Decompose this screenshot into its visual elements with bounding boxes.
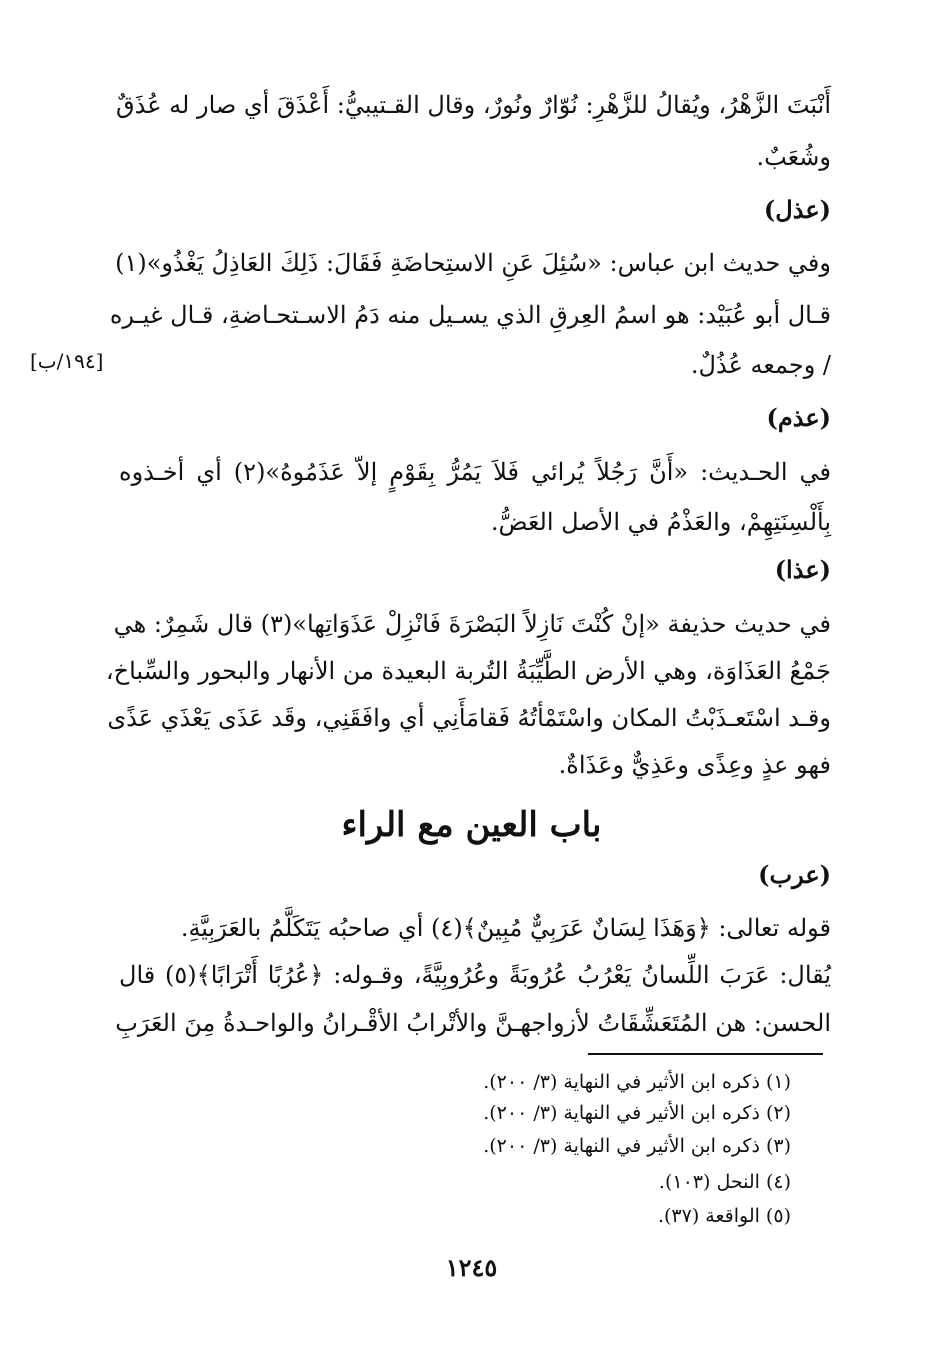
- text-line: في الحـديث: «أَنَّ رَجُلاً يُرائي فَلاَ يَمُرُّ بِقَوْمٍ إلاّ عَذَمُوهُ»(٢) أي أخـذوه: [119, 458, 831, 486]
- text-line: بِأَلْسِنَتِهِمْ، والعَذْمُ في الأصل العَضُّ.: [490, 508, 831, 536]
- footnote: (٣) ذكره ابن الأثير في النهاية (٣/ ٢٠٠).: [483, 1135, 791, 1157]
- page-number: ١٢٤٥: [445, 1253, 498, 1282]
- text-line: فهو عذٍ وعِذًى وعَذِيٌّ وعَذَاةٌ.: [558, 751, 831, 779]
- text-line: قوله تعالى: ﴿وَهَذَا لِسَانٌ عَرَبِيٌّ مُبِينٌ﴾(٤) أي صاحبُه يَتَكَلَّمُ بالعَرَبِيَّةِ.: [180, 914, 831, 942]
- text-line: الحسن: هن المُتَعَشِّقَاتُ لأزواجهـنَّ والأتْرابُ الأقْـرانُ والواحـدةُ مِنَ العَرَبِ: [115, 1009, 831, 1037]
- manuscript-folio-note: [١٩٤/ب]: [30, 349, 104, 373]
- entry-heading: (عذا): [774, 555, 831, 584]
- text-line: وقـد اسْتَعـذَبْتُ المكان واسْتَمْأتُهُ فَقامَأَنِي أي وافَقَنِي، وقَد عَذَى يَعْذَي عَذًى: [107, 704, 831, 732]
- footnote-separator: [588, 1053, 823, 1055]
- text-line: قـال أبو عُبَيْد: هو اسمُ العِرقِ الذي يسـيل منه دَمُ الاسـتحـاضةِ، قـال غيـره: [109, 301, 831, 329]
- text-line: أَنْبَتَ الزَّهْرُ، ويُقالُ للزَّهْرِ: نُوّارٌ ونُورٌ، وقال القـتيبيُّ: أَعْذَقَ أي صار له عُذَقٌ: [116, 91, 831, 119]
- entry-heading: (عذم): [766, 403, 831, 432]
- text-line: وشُعَبٌ.: [756, 143, 831, 171]
- text-line: / وجمعه عُذُلٌ.: [690, 351, 831, 379]
- text-line: يُقال: عَرَبَ اللِّسانُ يَعْرُبُ عُرُوبَةً وعُرُوبِيَّةً، وقـوله: ﴿عُرُبًا أَتْرَابًا﴾(٥) قال: [119, 961, 831, 989]
- entry-heading: (عذل): [763, 195, 831, 224]
- chapter-title: باب العين مع الراء: [341, 805, 602, 845]
- footnote: (١) ذكره ابن الأثير في النهاية (٣/ ٢٠٠).: [483, 1071, 791, 1093]
- entry-heading: (عرب): [758, 860, 831, 889]
- text-line: جَمْعُ العَذَاوَة، وهي الأرض الطَّيِّبَةُ التُربة البعيدة من الأنهار والبحور والسِّباخ،: [105, 657, 831, 685]
- footnote: (٢) ذكره ابن الأثير في النهاية (٣/ ٢٠٠).: [483, 1102, 791, 1124]
- footnote: (٤) النحل (١٠٣).: [658, 1171, 791, 1193]
- text-line: في حديث حذيفة «إنْ كُنْتَ نَازِلاً البَصْرَةَ فَانْزِلْ عَذَوَاتِها»(٣) قال شَمِرٌ: هي: [113, 610, 831, 638]
- footnote: (٥) الواقعة (٣٧).: [657, 1205, 791, 1227]
- text-line: وفي حديث ابن عباس: «سُئِلَ عَنِ الاستِحاضَةِ فَقَالَ: ذَلِكَ العَاذِلُ يَغْذُو»(١): [115, 249, 831, 277]
